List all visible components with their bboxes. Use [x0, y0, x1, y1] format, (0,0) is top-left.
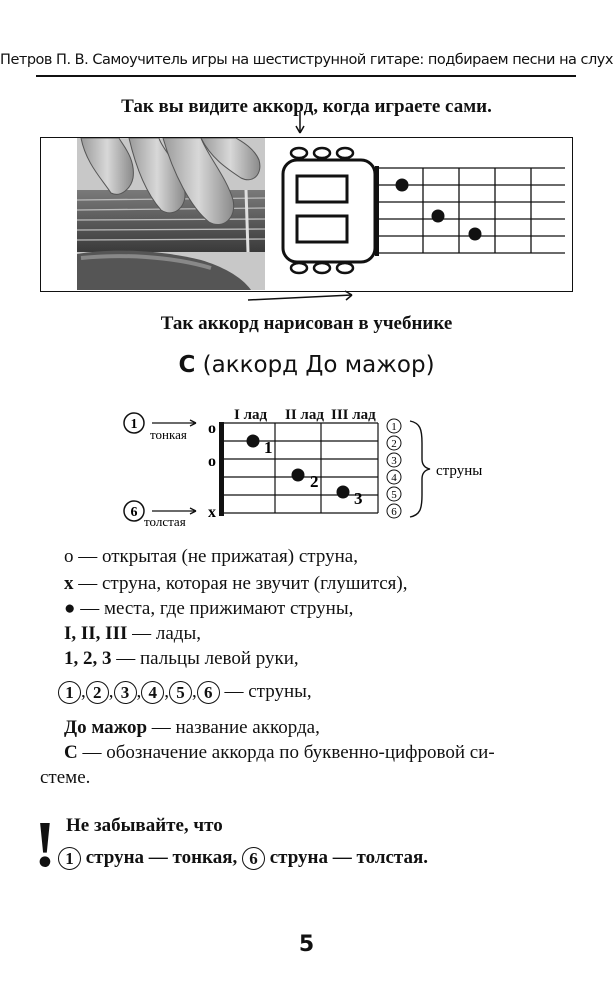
- legend-muted-symbol: х: [64, 573, 74, 594]
- thick-label: толстая: [144, 514, 186, 529]
- legend-chord-symbol-cont: стеме.: [40, 767, 91, 788]
- string-number-3: 3: [391, 455, 397, 467]
- legend-fingers-text: — пальцы левой руки,: [116, 648, 299, 669]
- string-number-5: 5: [391, 489, 397, 501]
- page-number: 5: [298, 932, 315, 957]
- exclamation-icon: !: [34, 808, 56, 881]
- string-number-1: 1: [391, 421, 397, 433]
- chord-letter: С: [178, 352, 196, 378]
- legend-press-symbol: ●: [64, 598, 76, 619]
- illustration-caption-top: Так вы видите аккорд, когда играете сами.: [121, 96, 492, 117]
- circle-number-4: 4: [141, 681, 164, 704]
- reminder-text-2: струна — толстая.: [269, 847, 429, 868]
- legend-chord-symbol: [64, 741, 495, 765]
- chord-title: [0, 352, 613, 378]
- legend-frets-text: — лады,: [132, 623, 201, 644]
- legend-press: [64, 597, 353, 621]
- reminder-circle-1: 1: [58, 847, 81, 870]
- legend-frets: [64, 622, 201, 646]
- legend-press-text: — места, где прижимают струны,: [80, 598, 354, 619]
- legend-chord-name-symbol: До мажор: [64, 717, 148, 738]
- thin-string-number: 1: [130, 417, 138, 432]
- caption-arrows: [0, 0, 613, 320]
- string-number-2: 2: [391, 438, 397, 450]
- legend-fingers: [64, 647, 299, 671]
- legend-chord-name-text: — название аккорда,: [151, 717, 320, 738]
- finger-dot-3: [337, 486, 350, 499]
- strings-label: струны: [436, 463, 483, 479]
- circle-number-5: 5: [169, 681, 192, 704]
- finger-dot-1: [247, 435, 260, 448]
- reminder-heading: Не забывайте, что: [66, 815, 223, 836]
- thick-string-number: 6: [130, 505, 138, 520]
- string-marker-1: o: [208, 420, 216, 437]
- legend-muted-text: — струна, которая не звучит (глушится),: [78, 573, 408, 594]
- legend-open-text: — открытая (не прижатая) струна,: [78, 546, 358, 567]
- fret-label-2: II лад: [285, 407, 324, 423]
- fret-label-3: III лад: [331, 407, 376, 423]
- circle-number-6: 6: [197, 681, 220, 704]
- reminder-text-1: струна — тонкая,: [85, 847, 238, 868]
- string-number-4: 4: [391, 472, 397, 484]
- chord-diagram: [0, 395, 613, 535]
- reminder-circle-6: 6: [242, 847, 265, 870]
- legend-open: [64, 545, 358, 569]
- legend-strings-text: — струны,: [224, 681, 312, 702]
- circle-number-2: 2: [86, 681, 109, 704]
- legend-frets-symbol: I, II, III: [64, 623, 128, 644]
- thin-label: тонкая: [150, 427, 187, 442]
- running-head: Петров П. В. Самоучитель игры на шестиструнной гитаре: подбираем песни на слух: [0, 52, 613, 68]
- strings-brace: [410, 421, 430, 517]
- legend-chord-name: [64, 716, 320, 740]
- legend-strings: 1 , 2 , 3 , 4 , 5 , 6 — струны,: [58, 680, 312, 704]
- legend-fingers-symbol: 1, 2, 3: [64, 648, 112, 669]
- string-marker-3: o: [208, 453, 216, 470]
- finger-label-1: 1: [264, 438, 273, 457]
- legend-chord-symbol-letter: С: [64, 742, 78, 763]
- nut: [219, 422, 224, 516]
- fret-label-1: I лад: [234, 407, 268, 423]
- string-number-6: 6: [391, 506, 397, 518]
- finger-dot-2: [292, 469, 305, 482]
- finger-label-3: 3: [354, 489, 363, 508]
- legend-open-symbol: о: [64, 546, 74, 567]
- illustration-caption-bottom: Так аккорд нарисован в учебнике: [160, 313, 453, 334]
- string-marker-6: x: [208, 504, 216, 521]
- legend-muted: [64, 572, 407, 596]
- circle-number-1: 1: [58, 681, 81, 704]
- reminder-line: [58, 847, 428, 870]
- circle-number-3: 3: [114, 681, 137, 704]
- finger-label-2: 2: [310, 472, 319, 491]
- chord-name: (аккорд До мажор): [202, 352, 435, 378]
- legend-chord-symbol-text: — обозначение аккорда по буквенно-цифровой си-: [82, 742, 495, 763]
